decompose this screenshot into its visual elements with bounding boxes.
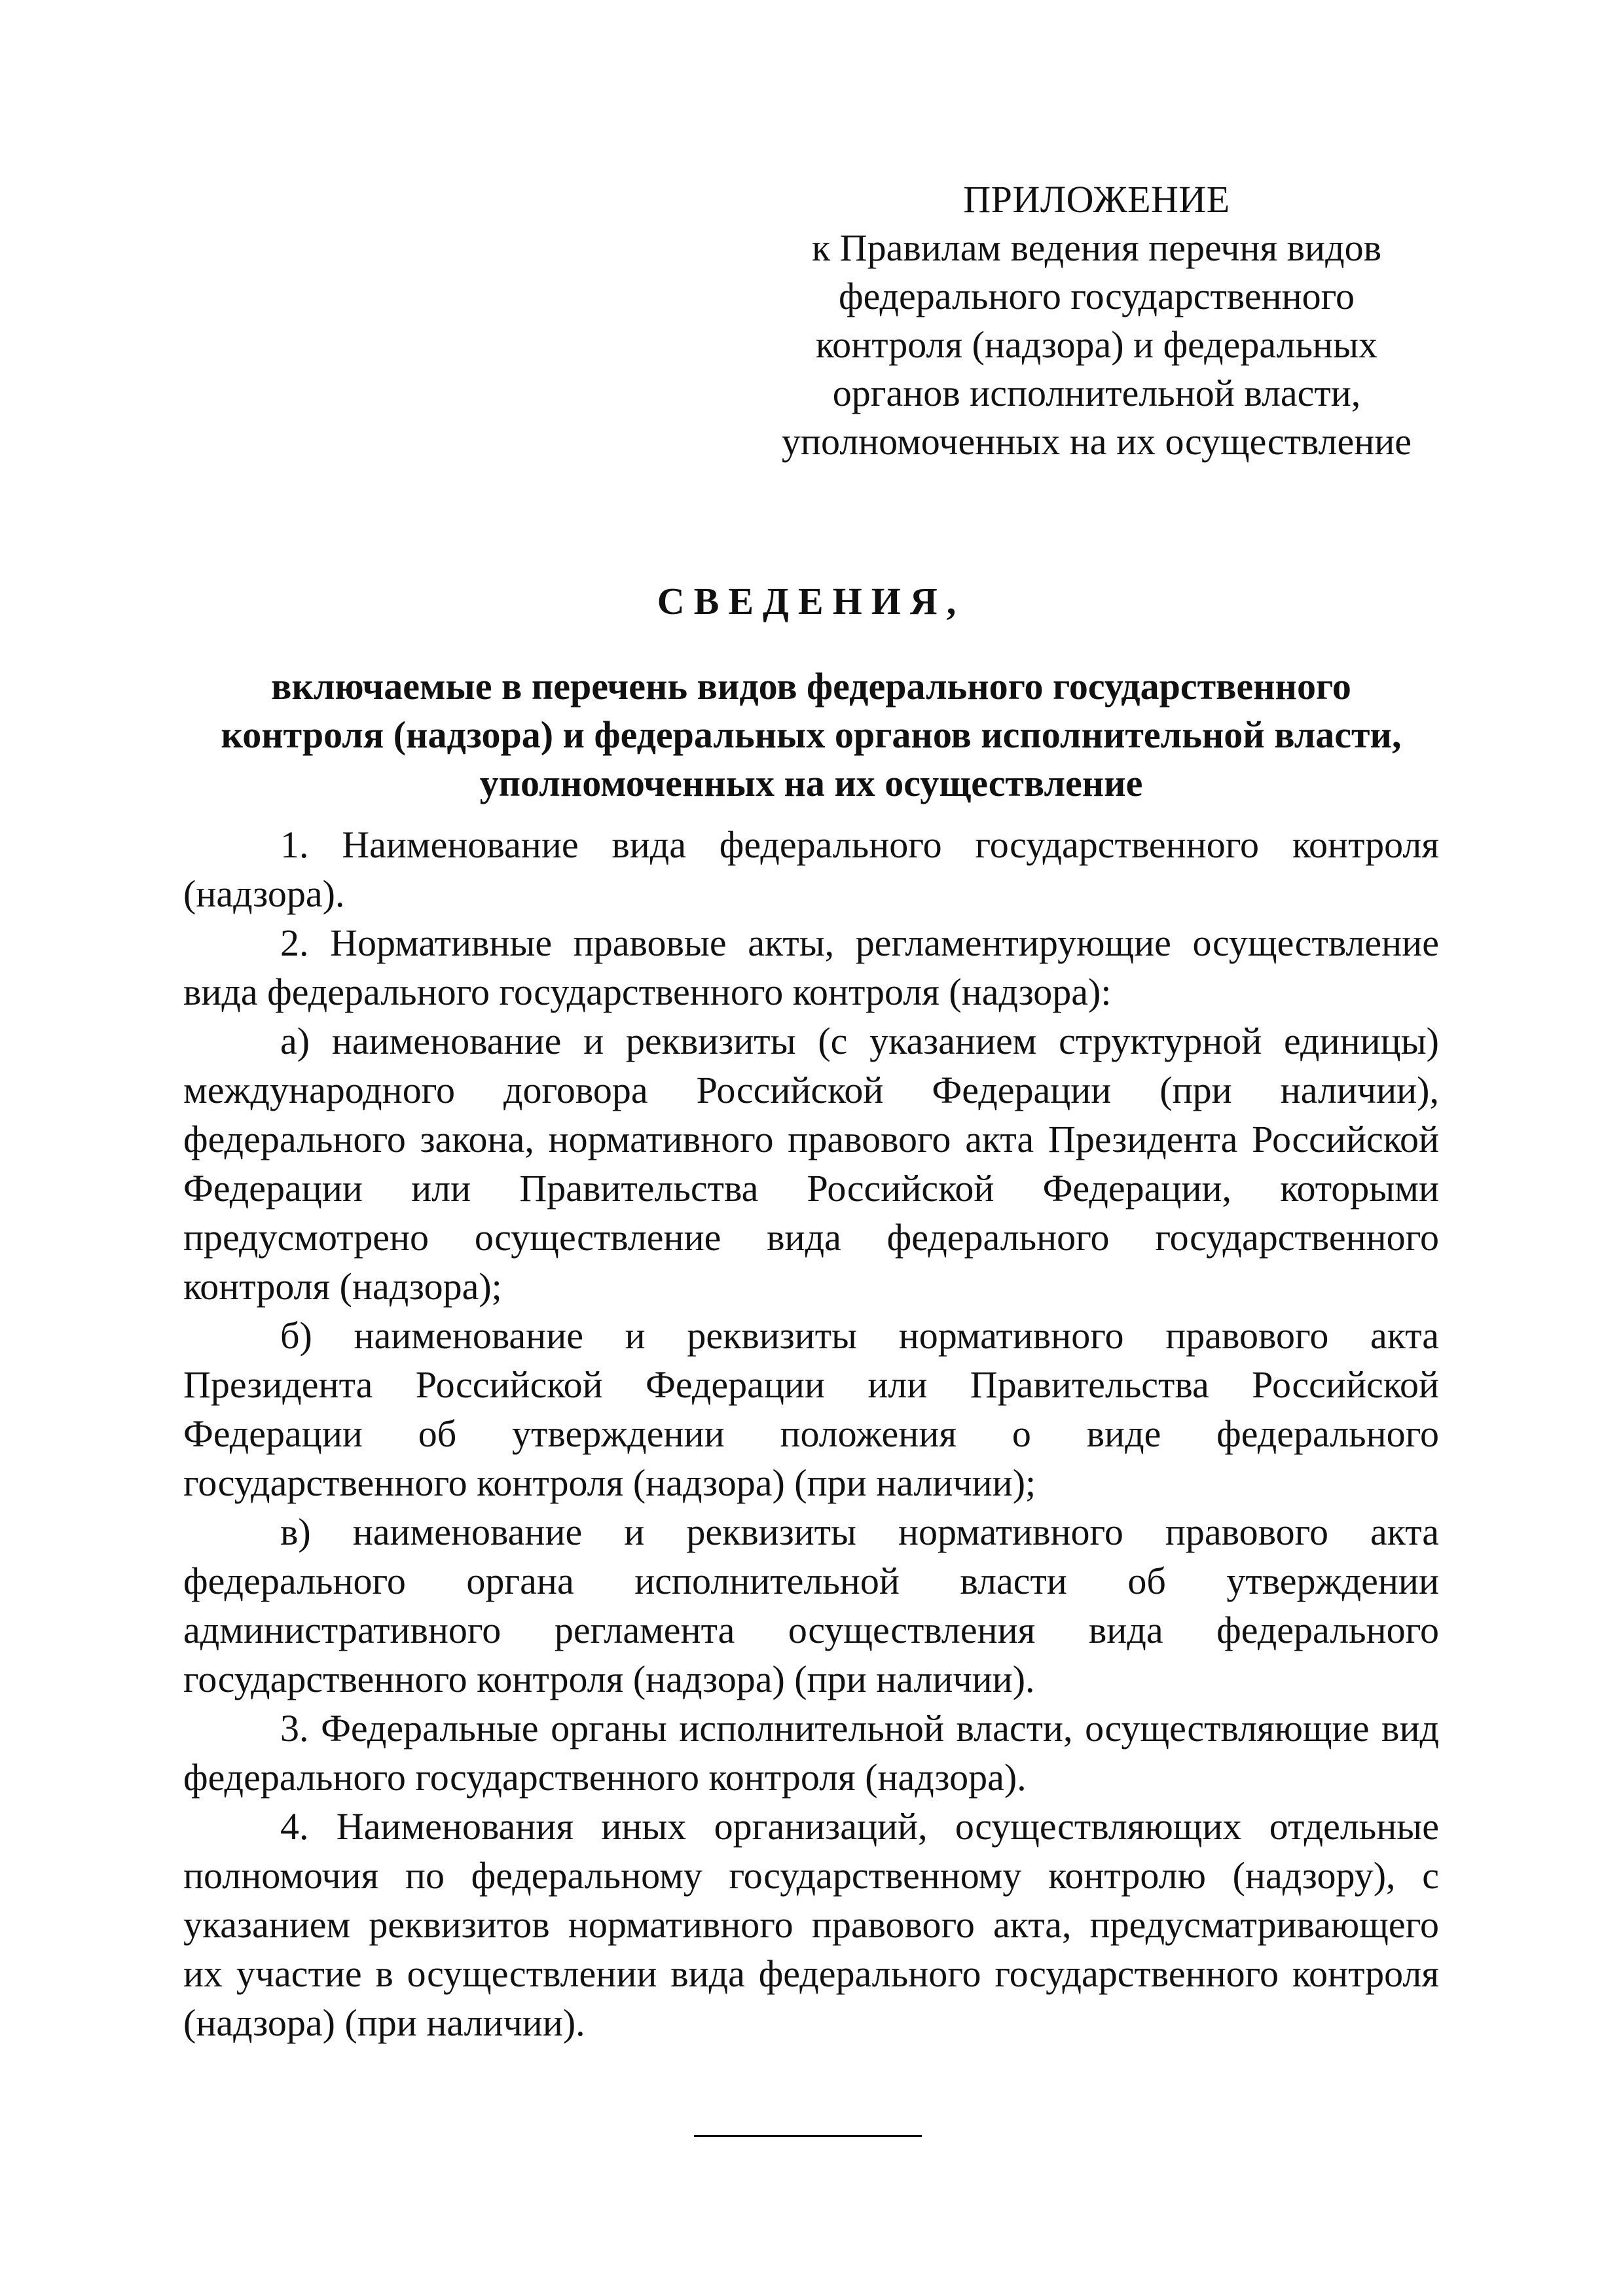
paragraph-item-4: 4. Наименования иных организаций, осуществляющих отдельные полномочия по федеральному государственному контролю (надзору), с указанием реквизитов нормативного правового акта, предусматривающего их участие в осуществлении вида федерального государственного контроля (надзора) (при наличии). <box>183 1805 1439 2044</box>
paragraph-item-3: 3. Федеральные органы исполнительной власти, осуществляющие вид федерального государственного контроля (надзора). <box>183 1707 1439 1799</box>
paragraph-item-2: 2. Нормативные правовые акты, регламентирующие осуществление вида федерального государственного контроля (надзора): <box>183 922 1439 1013</box>
paragraph-item-2c: в) наименование и реквизиты нормативного правового акта федерального органа исполнительной власти об утверждении административного регламента осуществления вида федерального государственного контроля (надзора) (при наличии). <box>183 1511 1439 1700</box>
closing-rule <box>694 2135 922 2137</box>
appendix-line: федерального государственного <box>838 275 1355 317</box>
appendix-line: уполномоченных на их осуществление <box>781 420 1412 463</box>
heading-subtitle-line: включаемые в перечень видов федерального государственного <box>271 665 1351 708</box>
document-heading <box>183 577 1439 808</box>
appendix-line: органов исполнительной власти, <box>832 372 1361 414</box>
paragraph-item-1: 1. Наименование вида федерального государственного контроля (надзора). <box>183 823 1439 915</box>
heading-subtitle-line: уполномоченных на их осуществление <box>479 762 1143 804</box>
appendix-line: к Правилам ведения перечня видов <box>812 226 1381 269</box>
paragraph-item-2b: б) наименование и реквизиты нормативного правового акта Президента Российской Федерации или Правительства Российской Федерации об утверждении положения о виде федерального государственного контроля (надзора) (при наличии); <box>183 1314 1439 1504</box>
heading-subtitle-line: контроля (надзора) и федеральных органов исполнительной власти, <box>221 713 1402 756</box>
appendix-line: контроля (надзора) и федеральных <box>815 323 1378 366</box>
appendix-title: ПРИЛОЖЕНИЕ <box>963 178 1230 221</box>
heading-title: СВЕДЕНИЯ, <box>657 580 966 622</box>
paragraph-item-2a: а) наименование и реквизиты (с указанием структурной единицы) международного договора Российской Федерации (при наличии), федерального закона, нормативного правового акта Президента Российской Федерации или Правительства Российской Федерации, которыми предусмотрено осуществление вида федерального государственного контроля (надзора); <box>183 1020 1439 1308</box>
appendix-block <box>753 175 1440 466</box>
document-body <box>183 820 1439 2047</box>
